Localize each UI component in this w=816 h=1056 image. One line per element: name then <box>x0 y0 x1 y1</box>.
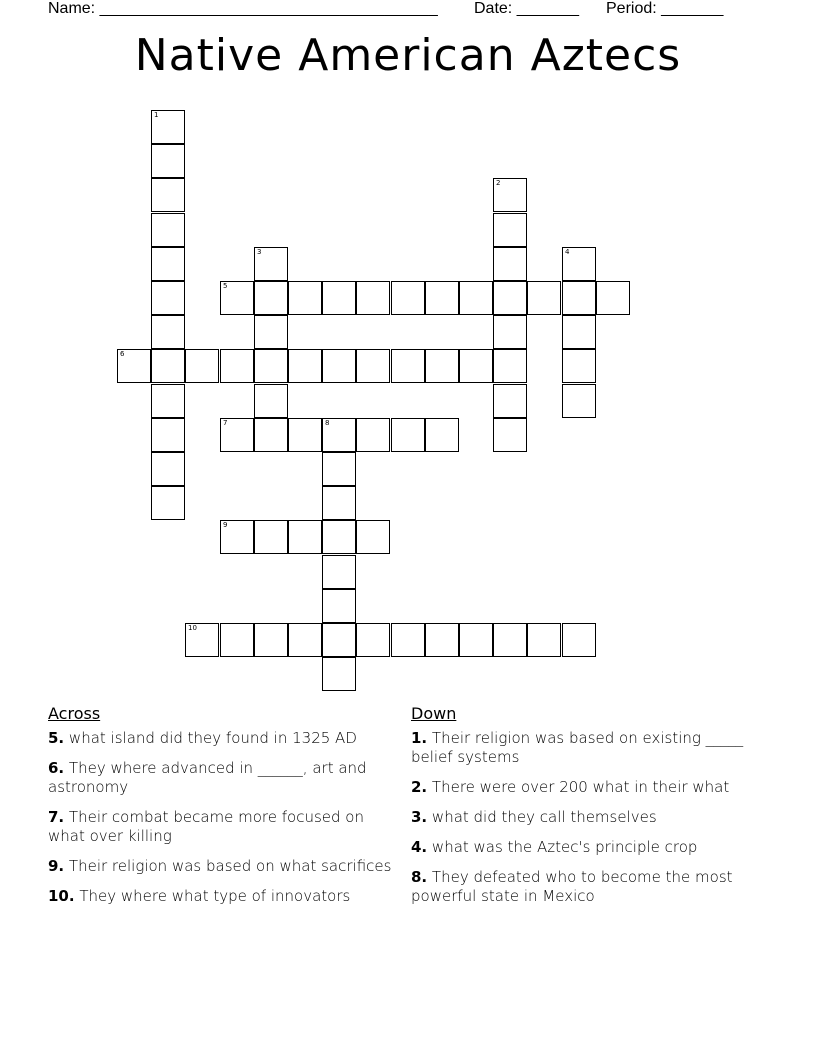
crossword-cell[interactable] <box>117 349 151 383</box>
crossword-cell[interactable] <box>185 349 219 383</box>
cell-number: 10 <box>188 624 197 632</box>
clue-across-5 <box>48 729 393 748</box>
clue-text: Their religion was based on what sacrifices <box>68 857 392 875</box>
clue-text: They where advanced in ______, art and astronomy <box>48 759 367 796</box>
crossword-cell[interactable] <box>562 247 596 281</box>
cell-number: 5 <box>223 282 228 290</box>
clue-number: 2. <box>411 778 428 796</box>
crossword-cell[interactable] <box>254 384 288 418</box>
cell-number: 2 <box>496 179 501 187</box>
clue-down-4 <box>411 838 751 857</box>
crossword-cell[interactable] <box>322 657 356 691</box>
crossword-cell[interactable] <box>425 349 459 383</box>
cell-number: 7 <box>223 419 228 427</box>
crossword-cell[interactable] <box>493 349 527 383</box>
clue-number: 7. <box>48 808 65 826</box>
crossword-cell[interactable] <box>151 281 185 315</box>
crossword-cell[interactable] <box>459 623 493 657</box>
crossword-cell[interactable] <box>391 281 425 315</box>
crossword-cell[interactable] <box>322 555 356 589</box>
crossword-cell[interactable] <box>254 520 288 554</box>
clue-text: They defeated who to become the most powerful state in Mexico <box>411 868 733 905</box>
crossword-cell[interactable] <box>151 452 185 486</box>
crossword-cell[interactable] <box>562 623 596 657</box>
cell-number: 4 <box>565 248 570 256</box>
cell-number: 6 <box>120 350 125 358</box>
crossword-cell[interactable] <box>288 281 322 315</box>
crossword-cell[interactable] <box>527 623 561 657</box>
clue-text: what island did they found in 1325 AD <box>68 729 357 747</box>
clue-text: There were over 200 what in their what <box>431 778 730 796</box>
crossword-cell[interactable] <box>459 281 493 315</box>
crossword-cell[interactable] <box>391 349 425 383</box>
crossword-cell[interactable] <box>596 281 630 315</box>
clue-down-2 <box>411 778 751 797</box>
crossword-cell[interactable] <box>254 418 288 452</box>
clue-text: what was the Aztec's principle crop <box>431 838 698 856</box>
crossword-cell[interactable] <box>493 281 527 315</box>
crossword-cell[interactable] <box>562 384 596 418</box>
crossword-cell[interactable] <box>254 623 288 657</box>
across-clues <box>48 704 393 917</box>
crossword-cell[interactable] <box>254 349 288 383</box>
crossword-cell[interactable] <box>185 623 219 657</box>
cell-number: 3 <box>257 248 262 256</box>
crossword-cell[interactable] <box>425 281 459 315</box>
cell-number: 8 <box>325 419 330 427</box>
crossword-cell[interactable] <box>288 623 322 657</box>
page-title: Native American Aztecs <box>134 30 682 81</box>
clue-down-8 <box>411 868 751 906</box>
crossword-cell[interactable] <box>322 418 356 452</box>
crossword-cell[interactable] <box>459 349 493 383</box>
clue-across-7 <box>48 808 393 846</box>
crossword-cell[interactable] <box>562 349 596 383</box>
crossword-cell[interactable] <box>254 247 288 281</box>
crossword-cell[interactable] <box>493 247 527 281</box>
cell-number: 9 <box>223 521 228 529</box>
clue-down-3 <box>411 808 751 827</box>
crossword-cell[interactable] <box>322 486 356 520</box>
down-clues <box>411 704 751 917</box>
crossword-cell[interactable] <box>493 315 527 349</box>
crossword-cell[interactable] <box>493 418 527 452</box>
crossword-cell[interactable] <box>288 349 322 383</box>
crossword-cell[interactable] <box>356 281 390 315</box>
crossword-cell[interactable] <box>288 520 322 554</box>
crossword-cell[interactable] <box>425 418 459 452</box>
clue-number: 10. <box>48 887 75 905</box>
crossword-cell[interactable] <box>151 315 185 349</box>
crossword-cell[interactable] <box>220 623 254 657</box>
clue-number: 4. <box>411 838 428 856</box>
crossword-cell[interactable] <box>425 623 459 657</box>
crossword-cell[interactable] <box>220 520 254 554</box>
clue-across-9 <box>48 857 393 876</box>
crossword-cell[interactable] <box>493 178 527 212</box>
across-heading: Across <box>48 704 101 723</box>
crossword-cell[interactable] <box>151 349 185 383</box>
clue-number: 6. <box>48 759 65 777</box>
crossword-cell[interactable] <box>322 520 356 554</box>
crossword-cell[interactable] <box>493 384 527 418</box>
clue-text: They where what type of innovators <box>79 887 351 905</box>
clue-across-10 <box>48 887 393 906</box>
crossword-cell[interactable] <box>220 281 254 315</box>
crossword-cell[interactable] <box>322 349 356 383</box>
crossword-cell[interactable] <box>254 281 288 315</box>
crossword-cell[interactable] <box>151 384 185 418</box>
period-field-label: Period: _______ <box>606 0 724 17</box>
crossword-cell[interactable] <box>151 144 185 178</box>
crossword-cell[interactable] <box>527 281 561 315</box>
crossword-cell[interactable] <box>151 486 185 520</box>
crossword-cell[interactable] <box>151 110 185 144</box>
crossword-cell[interactable] <box>562 315 596 349</box>
cell-number: 1 <box>154 111 159 119</box>
crossword-cell[interactable] <box>356 623 390 657</box>
crossword-cell[interactable] <box>322 452 356 486</box>
clue-across-6 <box>48 759 393 797</box>
clue-number: 1. <box>411 729 428 747</box>
clue-down-1 <box>411 729 751 767</box>
crossword-cell[interactable] <box>562 281 596 315</box>
clue-number: 9. <box>48 857 65 875</box>
down-heading: Down <box>411 704 457 723</box>
clue-text: Their religion was based on existing _____ belief systems <box>411 729 744 766</box>
clue-number: 8. <box>411 868 428 886</box>
name-field-label: Name: ______________________________________ <box>48 0 438 17</box>
crossword-cell[interactable] <box>356 418 390 452</box>
clue-number: 5. <box>48 729 65 747</box>
crossword-cell[interactable] <box>322 281 356 315</box>
crossword-cell[interactable] <box>493 623 527 657</box>
crossword-cell[interactable] <box>322 589 356 623</box>
crossword-cell[interactable] <box>151 213 185 247</box>
clue-text: what did they call themselves <box>431 808 657 826</box>
clue-number: 3. <box>411 808 428 826</box>
date-field-label: Date: _______ <box>474 0 579 17</box>
crossword-cell[interactable] <box>356 520 390 554</box>
crossword-cell[interactable] <box>151 418 185 452</box>
clue-text: Their combat became more focused on what over killing <box>48 808 364 845</box>
crossword-cell[interactable] <box>391 418 425 452</box>
crossword-cell[interactable] <box>356 349 390 383</box>
crossword-cell[interactable] <box>288 418 322 452</box>
crossword-cell[interactable] <box>151 178 185 212</box>
crossword-cell[interactable] <box>254 315 288 349</box>
crossword-cell[interactable] <box>151 247 185 281</box>
crossword-cell[interactable] <box>220 418 254 452</box>
crossword-cell[interactable] <box>391 623 425 657</box>
crossword-cell[interactable] <box>322 623 356 657</box>
crossword-cell[interactable] <box>493 213 527 247</box>
crossword-cell[interactable] <box>220 349 254 383</box>
